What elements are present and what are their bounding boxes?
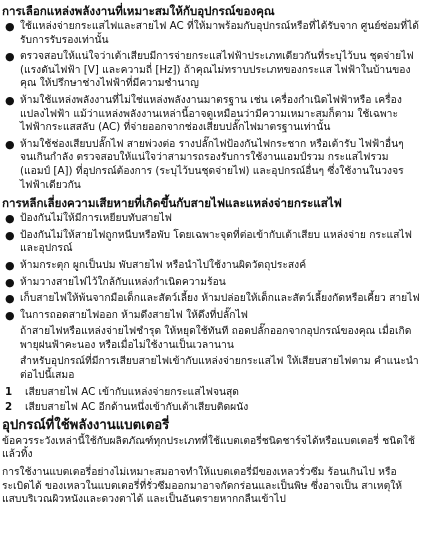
sub-paragraph: สำหรับอุปกรณ์ที่มีการเสียบสายไฟเข้ากับแหล่งจ่ายกระแสไฟ ให้เสียบสายไฟตาม คำแนะนำต่อไปนี้เสมอ (20, 355, 419, 382)
bullet-icon: ● (5, 212, 15, 226)
list-item: ● ป้องกันไม่ให้มีการเหยียบทับสายไฟ (5, 212, 172, 226)
list-item: ● ป้องกันไม่ให้สายไฟถูกหนีบหรือพับ โดยเฉพาะจุดที่ต่อเข้ากับเต้าเสียบ แหล่งจ่าย กระแสไฟ และอุปกรณ์ (5, 228, 412, 255)
sub-paragraph: ถ้าสายไฟหรือแหล่งจ่ายไฟชำรุด ให้หยุดใช้ทันที ถอดปลั๊กออกจากอุปกรณ์ของคุณ เมื่อเกิดพายุฝนฟ้าคะนอง หรือเมื่อไม่ใช้งานเป็นเวลานาน (20, 325, 412, 351)
steps-list (2, 386, 420, 415)
step-number: 1 (5, 385, 13, 398)
step-text: เสียบสายไฟ AC อีกด้านหนึ่งเข้ากับเต้าเสียบติดผนัง (25, 401, 249, 414)
section-heading-battery: อุปกรณ์ที่ใช้พลังงานแบตเตอรี่ (2, 417, 170, 433)
bullet-icon: ● (5, 308, 15, 322)
step-item (2, 386, 420, 400)
bullet-icon: ● (5, 20, 15, 33)
list-item: ● ตรวจสอบให้แน่ใจว่าเต้าเสียบมีการจ่ายกระแสไฟฟ้าประเภทเดียวกันที่ระบุไว้บน ชุดจ่ายไฟ (แรงดันไฟฟ้า [V] และความถี่ [Hz]) ถ้าคุณไม่ทราบประเภทของกระแส ไฟฟ้าในบ้านของคุณ ให้ปรึกษาช่างไฟฟ้าที่มีความชำนาญ (5, 50, 414, 90)
list-item: ● ห้ามวางสายไฟไว้ใกล้กับแหล่งกำเนิดความร้อน (5, 275, 226, 289)
paragraph: การใช้งานแบตเตอรี่อย่างไม่เหมาะสมอาจทำให้แบตเตอรี่มีของเหลวรั่วซึม ร้อนเกินไป หรือระเบิดได้ ของเหลวในแบตเตอรี่ที่รั่วซึมออกมาอาจกัดกร่อนและเป็นพิษ ซึ่งอาจเป็น สาเหตุให้แสบบริเวณผิวหนังและดวงตาได้ และเป็นอันตรายหากกลืนเข้าไป (2, 466, 403, 506)
step-number: 2 (5, 401, 13, 414)
power-source-list (2, 20, 420, 192)
list-item: ● ใช้แหล่งจ่ายกระแสไฟและสายไฟ AC ที่ให้มาพร้อมกับอุปกรณ์หรือที่ได้รับจาก ศูนย์ซ่อมที่ได้รับการรับรองเท่านั้น (5, 20, 419, 46)
bullet-icon: ● (5, 137, 15, 151)
step-item (2, 401, 420, 415)
bullet-icon: ● (5, 93, 15, 107)
step-text: เสียบสายไฟ AC เข้ากับแหล่งจ่ายกระแสไฟจนสุด (25, 385, 239, 398)
list-item: ● ห้ามกระตุก ผูกเป็นปม พับสายไฟ หรือนำไปใช้งานผิดวัตถุประสงค์ (5, 258, 307, 272)
list-item: ● ห้ามใช้แหล่งพลังงานที่ไม่ใช่แหล่งพลังงานมาตรฐาน เช่น เครื่องกำเนิดไฟฟ้าหรือ เครื่องแปลงไฟฟ้า แม้ว่าแหล่งพลังงานเหล่านี้อาจดูเหมือนว่ามีความเหมาะสมก็ตาม ใช้เฉพาะไฟฟ้ากระแสสลับ (AC) ที่จ่ายออกจากช่องเสียบปลั๊กไฟมาตรฐานเท่านั้น (5, 93, 402, 134)
section-heading-cord-damage: การหลีกเลี่ยงความเสียหายที่เกิดขึ้นกับสายไฟและแหล่งจ่ายกระแสไฟ (2, 196, 342, 211)
bullet-icon: ● (5, 275, 15, 289)
cord-damage-list (2, 212, 420, 322)
bullet-icon: ● (5, 292, 15, 306)
bullet-icon: ● (5, 258, 15, 272)
list-item: ● เก็บสายไฟให้พ้นจากมือเด็กและสัตว์เลี้ยง ห้ามปล่อยให้เด็กและสัตว์เลี้ยงกัดหรือเคี้ยว สายไฟ (5, 292, 420, 306)
list-item: ● ในการถอดสายไฟออก ห้ามดึงสายไฟ ให้ดึงที่ปลั๊กไฟ (5, 308, 248, 322)
paragraph: ข้อควรระวังเหล่านี้ใช้กับผลิตภัณฑ์ทุกประเภทที่ใช้แบตเตอรี่ชนิดชาร์จได้หรือแบตเตอรี่ ชนิดใช้แล้วทิ้ง (2, 434, 415, 461)
bullet-icon: ● (5, 50, 15, 64)
section-heading-power-source: การเลือกแหล่งพลังงานที่เหมาะสมให้กับอุปกรณ์ของคุณ (2, 4, 275, 18)
list-item: ● ห้ามใช้ช่องเสียบปลั๊กไฟ สายพ่วงต่อ รางปลั๊กไฟป้องกันไฟกระชาก หรือเต้ารับ ไฟฟ้าอื่นๆ จนเกินกำลัง ตรวจสอบให้แน่ใจว่าสามารถรองรับการใช้งานแอมป์รวม กระแสไฟรวม (แอมป์ [A]) ที่อุปกรณ์ต้องการ (ระบุไว้บนชุดจ่ายไฟ) และอุปกรณ์อื่นๆ ซึ่งใช้งานในวงจรไฟฟ้าเดียวกัน (5, 137, 404, 191)
bullet-icon: ● (5, 228, 15, 242)
